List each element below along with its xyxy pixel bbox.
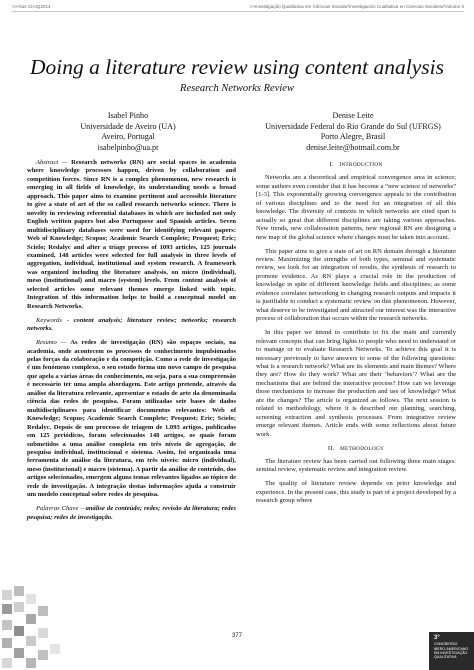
keywords-label: Keywords - — [36, 316, 69, 324]
section-heading-introduction — [256, 161, 456, 169]
section-title: METHODOLOGY — [340, 445, 385, 452]
section-number: II. — [327, 444, 335, 452]
abstract-label: Abstract — — [36, 159, 68, 166]
intro-paragraph-2: This paper aims to give a state of art on RN domain through a literature review. Maximizing the strengths of both types, seminal and systematic review, we look for an integration of results, the synthesis of research to promote evidence. As RN plays a crucial role in the production of knowledge in spite of different knowledge fields and disciplines; as some evidence correlates networking to changing research outputs and impacts it is justifiable to conduct a systematic review on this phenomenon. However, what deserve to be investigated and attracted our interest was the interactive process of collaboration that occurs within the research networks. — [256, 247, 456, 323]
running-header — [0, 0, 474, 38]
author-email: denise.leite@hotmail.com.br — [306, 142, 400, 152]
left-column — [27, 159, 236, 528]
intro-paragraph-1: Networks are a theoretical and empirical convergence area in science; some authors even consider that it has become a “new science of networks” [1-3]. This exponentially growing convergence appeals to the contribution of various disciplines and to the need for an integration of all this knowledge. The diversity of contexts in which networks are cited span is actually so great that different disciplines are taking various approaches. New trends, new collaboration patterns, new regional RN are designing a new map of the global science where changes must be taken into account. — [256, 174, 456, 241]
header-right: >>Investigação Qualitativa em Ciências Sociais//Investigación Cualitativa en Ciencias Sociales//Volume 3 — [249, 4, 464, 9]
method-paragraph-1: The literature review has been carried out following three main stages: seminal review, systematic review and integration review. — [256, 458, 456, 474]
abstract-text: Research networks (RN) are social spaces in academia where knowledge processes happen, driven by collaboration and competition forces. Since RN is a complex phenomenon, new research is emerging in all fields of knowledge, its understanding needs a broad approach. This paper aims to examine pertinent and accessible literature to give a state of art of the so called research networks science. There is novelty in reviewing referential databases in which are included not only English written papers but also Portuguese and Spanish articles. Seven multidisciplinary databases were used for identifying relevant papers: Web of Knowledge; Scopus; Academic Search Complete; Proquest; Eric; Scielo; Redalyc and after a triage process of 1093 articles, 125 journals examined, 148 articles were selected for full analysis in three levels of aggregation, individual, institutional and system research. A framework was organized including the literature analysis, on micro (individual), meso (institutional) and macro (system) levels. From content analysis of selected articles some relevant themes emerge linked with topic. Integration of this information helps to build a conceptual model on Research Networks. — [27, 159, 236, 310]
author-name: Denise Leite — [332, 111, 374, 120]
author-location: Aveiro, Portugal — [101, 132, 155, 141]
section-title: INTRODUCTION — [339, 162, 383, 168]
author-block-1 — [28, 111, 228, 153]
paper-title: Doing a literature review using content analysis — [29, 55, 445, 79]
author-block-2 — [258, 111, 448, 153]
section-number: I. — [329, 161, 334, 168]
logo-line: EM INVESTIGAÇÃO — [434, 650, 468, 655]
author-name: Isabel Pinho — [107, 111, 149, 120]
author-location: Porto Alegre, Brasil — [320, 132, 386, 141]
resumo-label: Resumo — — [36, 339, 67, 347]
resumo-paragraph — [27, 339, 236, 500]
author-email: isabelpinho@ua.pt — [97, 142, 159, 152]
palavras-chave-paragraph — [27, 505, 236, 522]
page-number: 377 — [231, 633, 242, 639]
resumo-text: As redes de investigação (RN) são espaços sociais, na academia, onde acontecem os processos de conhecimento impulsionados pelas forças da colaboração e da competição. Como a rede de investigação é um fenómeno complexo, o seu estudo forma um novo campo de pesquisa que apela a várias áreas do conhecimento, ou seja, para a sua compreensão é necessário ter uma ampla abordagem. Este artigo pretende, através da análise da literatura relevante, apresentar o estado de arte da denominada ciência das redes de pesquisa. Foram utilizadas sete bases de dados multidisciplinares para identificar documentos relevantes: Web of Knowledge; Scopus; Academic Search Complete; Proquest; Eric; Scielo; Redalyc. Depois de um processo de triagem de 1.093 artigos, publicados em 125 periódicos, foram selecionados 148 artigos, os quais foram submetidos a uma análise completa em três níveis de agregação, de pesquisa individual, institucional e sistema. Assim, foi organizada uma ferramenta de análise da literatura, em três níveis: micro (individual), meso (institucional) e macro (sistema). A partir da análise de conteúdo, dos artigos selecionados, emergem alguns temas relevantes ligados ao tópico de rede de investigação. A integração destas informações ajuda a construir um modelo conceptual sobre redes de pesquisa. — [27, 339, 236, 499]
keywords-paragraph — [27, 317, 236, 334]
logo-line: QUALITATIVA — [434, 655, 457, 660]
intro-paragraph-3: In this paper we intend to contribute to fix the main and currently relevant concepts that can bring lights to people who need to understand or to manage or to evaluate Research Networks. To achieve this goal it is necessary previously to have answers to some of the following questions: what is a research network? What are its elements and main themes? Where they are? How do they work? What are their ‘behaviors’? What are the mechanisms that are behind the interactive process? How can we leverage those mechanisms to increase the production and use of knowledge? What are the changes? The article is organized as follows. The next session is related to methodology, where it is described our planning, searching, screening extraction and synthesis processes. From integrative review emerge relevant themes. Article ends with some reflections about future work. — [256, 329, 456, 438]
abstract-paragraph — [27, 159, 236, 311]
author-affiliation: Universidade de Aveiro (UA) — [80, 121, 176, 131]
paper-subtitle: Research Networks Review — [180, 83, 294, 94]
conference-logo — [429, 632, 474, 670]
palavras-text: análise de conteúdo; redes; revisão da literatura; redes pesquisa; redes de investigação. — [27, 505, 236, 521]
header-rule — [12, 11, 464, 12]
decorative-pixel-pattern — [0, 584, 62, 670]
logo-mark: 3° — [434, 635, 440, 641]
author-affiliation: Universidade Federal do Rio Grande do Sul (UFRGS) — [265, 121, 441, 131]
keywords-text: content analysis; literature review; networks; research networks. — [27, 316, 237, 333]
header-left: >>Atas CIAIQ2014 — [12, 4, 51, 9]
right-column — [256, 159, 456, 511]
logo-line: CONGRESSO — [434, 642, 458, 647]
palavras-label: Palavras Chave – — [36, 505, 84, 513]
logo-line: IBERO-AMERICANO — [434, 646, 469, 651]
method-paragraph-2: The quality of literature review depends on prior knowledge and experience. In the present case, this study is part of a project developed by a research group where — [256, 480, 456, 505]
section-heading-methodology — [256, 445, 456, 453]
